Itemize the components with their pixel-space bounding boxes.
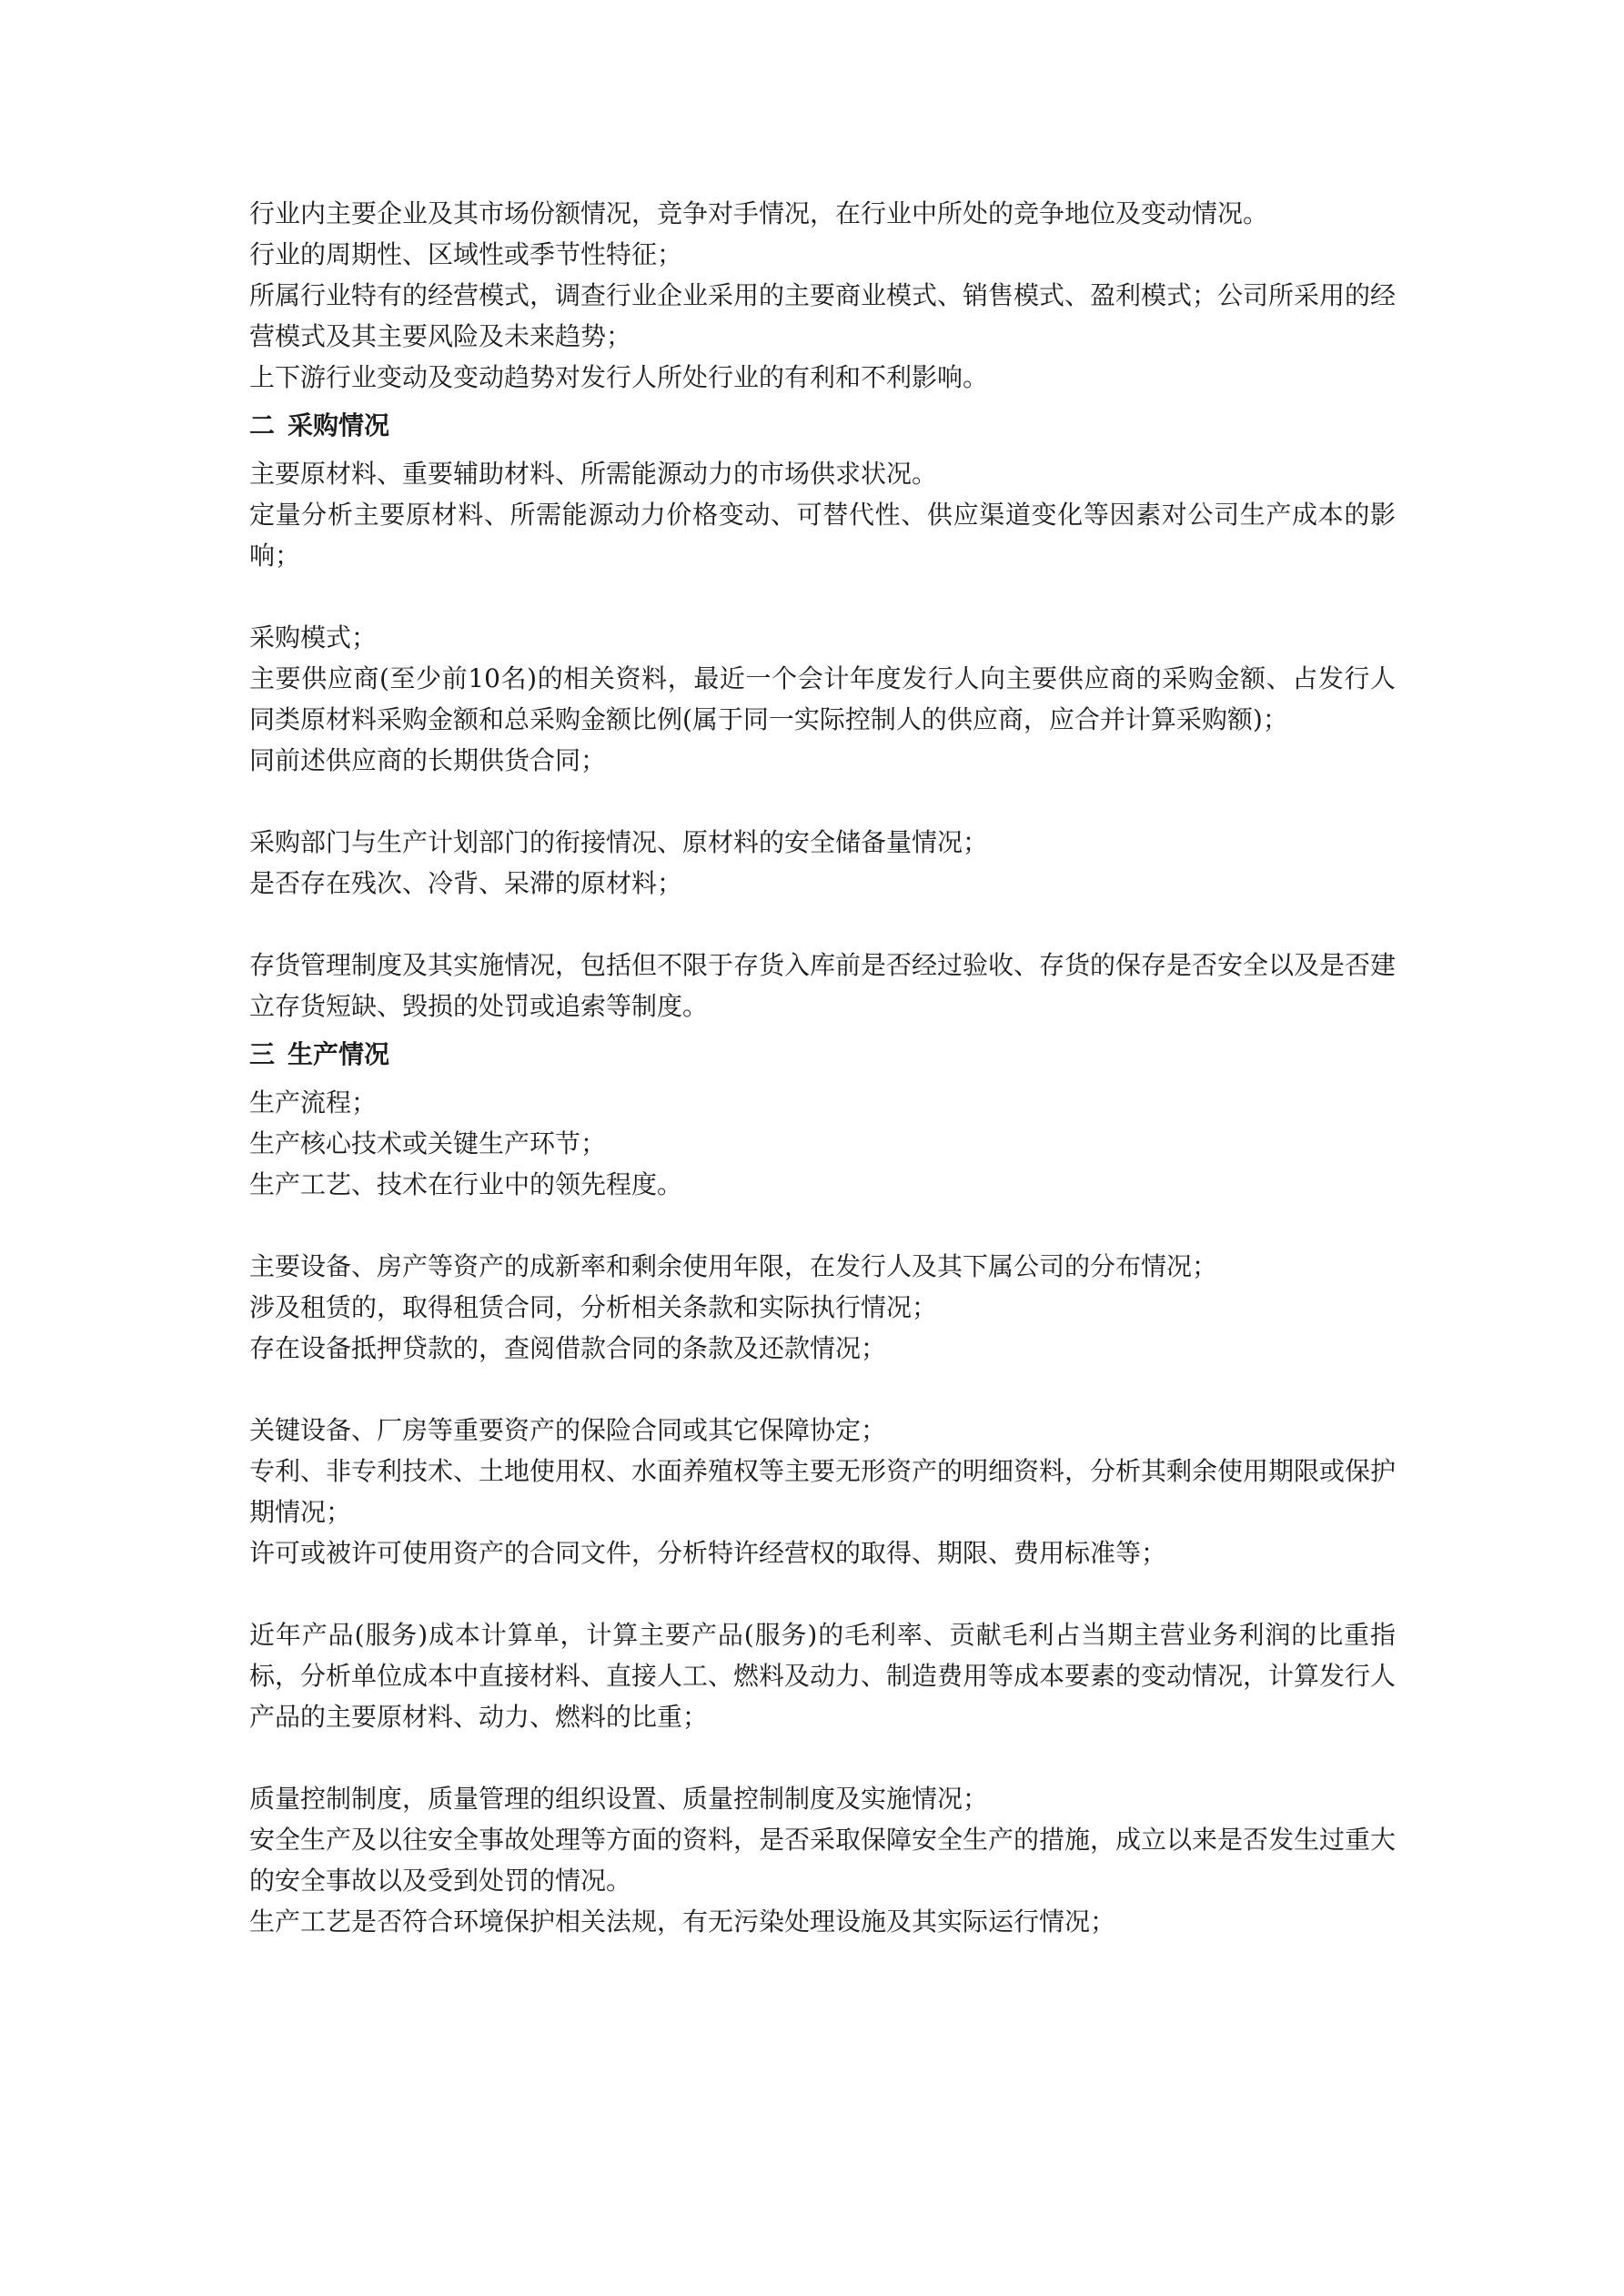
blank-line	[249, 576, 1396, 617]
paragraph: 生产核心技术或关键生产环节；	[249, 1128, 607, 1158]
paragraph: 是否存在残次、冷背、呆滞的原材料；	[249, 868, 683, 898]
blank-line	[249, 1737, 1396, 1778]
blank-line	[249, 904, 1396, 945]
paragraph: 专利、非专利技术、土地使用权、水面养殖权等主要无形资产的明细资料，分析其剩余使用期限或保护期情况；	[249, 1456, 1397, 1527]
section-title: 采购情况	[287, 410, 390, 440]
section-number: 二	[249, 410, 276, 440]
paragraph: 关键设备、厂房等重要资产的保险合同或其它保障协定；	[249, 1415, 887, 1445]
paragraph: 涉及租赁的，取得租赁合同，分析相关条款和实际执行情况；	[249, 1292, 938, 1322]
section-heading-procurement	[249, 405, 1396, 446]
paragraph: 主要供应商(至少前10名)的相关资料，最近一个会计年度发行人向主要供应商的采购金额、占发行人同类原材料采购金额和总采购金额比例(属于同一实际控制人的供应商，应合并计算采购额)；	[249, 663, 1396, 734]
paragraph: 采购部门与生产计划部门的衔接情况、原材料的安全储备量情况；	[249, 827, 989, 857]
blank-line	[249, 1369, 1396, 1410]
paragraph: 生产工艺是否符合环境保护相关法规，有无污染处理设施及其实际运行情况；	[249, 1907, 1116, 1937]
blank-line	[249, 1573, 1396, 1614]
paragraph: 同前述供应商的长期供货合同；	[249, 745, 607, 775]
section-heading-production	[249, 1034, 1396, 1075]
section-title: 生产情况	[287, 1039, 390, 1069]
paragraph: 采购模式；	[249, 622, 378, 652]
paragraph: 行业内主要企业及其市场份额情况，竞争对手情况，在行业中所处的竞争地位及变动情况。	[249, 198, 1269, 228]
paragraph: 质量控制制度，质量管理的组织设置、质量控制制度及实施情况；	[249, 1784, 989, 1814]
paragraph: 上下游行业变动及变动趋势对发行人所处行业的有利和不利影响。	[249, 362, 989, 392]
paragraph: 安全生产及以往安全事故处理等方面的资料，是否采取保障安全生产的措施，成立以来是否发生过重大的安全事故以及受到处罚的情况。	[249, 1825, 1397, 1896]
paragraph: 存货管理制度及其实施情况，包括但不限于存货入库前是否经过验收、存货的保存是否安全以及是否建立存货短缺、毁损的处罚或追索等制度。	[249, 950, 1397, 1021]
document-page	[249, 193, 1396, 1942]
paragraph: 主要原材料、重要辅助材料、所需能源动力的市场供求状况。	[249, 459, 938, 489]
paragraph: 生产流程；	[249, 1087, 378, 1118]
paragraph: 许可或被许可使用资产的合同文件，分析特许经营权的取得、期限、费用标准等；	[249, 1538, 1167, 1568]
paragraph: 所属行业特有的经营模式，调查行业企业采用的主要商业模式、销售模式、盈利模式；公司所采用的经营模式及其主要风险及未来趋势；	[249, 280, 1397, 351]
blank-line	[249, 781, 1396, 822]
blank-line	[249, 1205, 1396, 1246]
paragraph: 存在设备抵押贷款的，查阅借款合同的条款及还款情况；	[249, 1333, 887, 1363]
paragraph: 行业的周期性、区域性或季节性特征；	[249, 239, 683, 269]
paragraph: 主要设备、房产等资产的成新率和剩余使用年限，在发行人及其下属公司的分布情况；	[249, 1251, 1218, 1281]
paragraph: 近年产品(服务)成本计算单，计算主要产品(服务)的毛利率、贡献毛利占当期主营业务利润的比重指标，分析单位成本中直接材料、直接人工、燃料及动力、制造费用等成本要素的变动情况，计算发行人产品的主要原材料、动力、燃料的比重；	[249, 1620, 1397, 1732]
section-number: 三	[249, 1039, 276, 1069]
paragraph: 定量分析主要原材料、所需能源动力价格变动、可替代性、供应渠道变化等因素对公司生产成本的影响；	[249, 500, 1396, 571]
paragraph: 生产工艺、技术在行业中的领先程度。	[249, 1169, 683, 1199]
